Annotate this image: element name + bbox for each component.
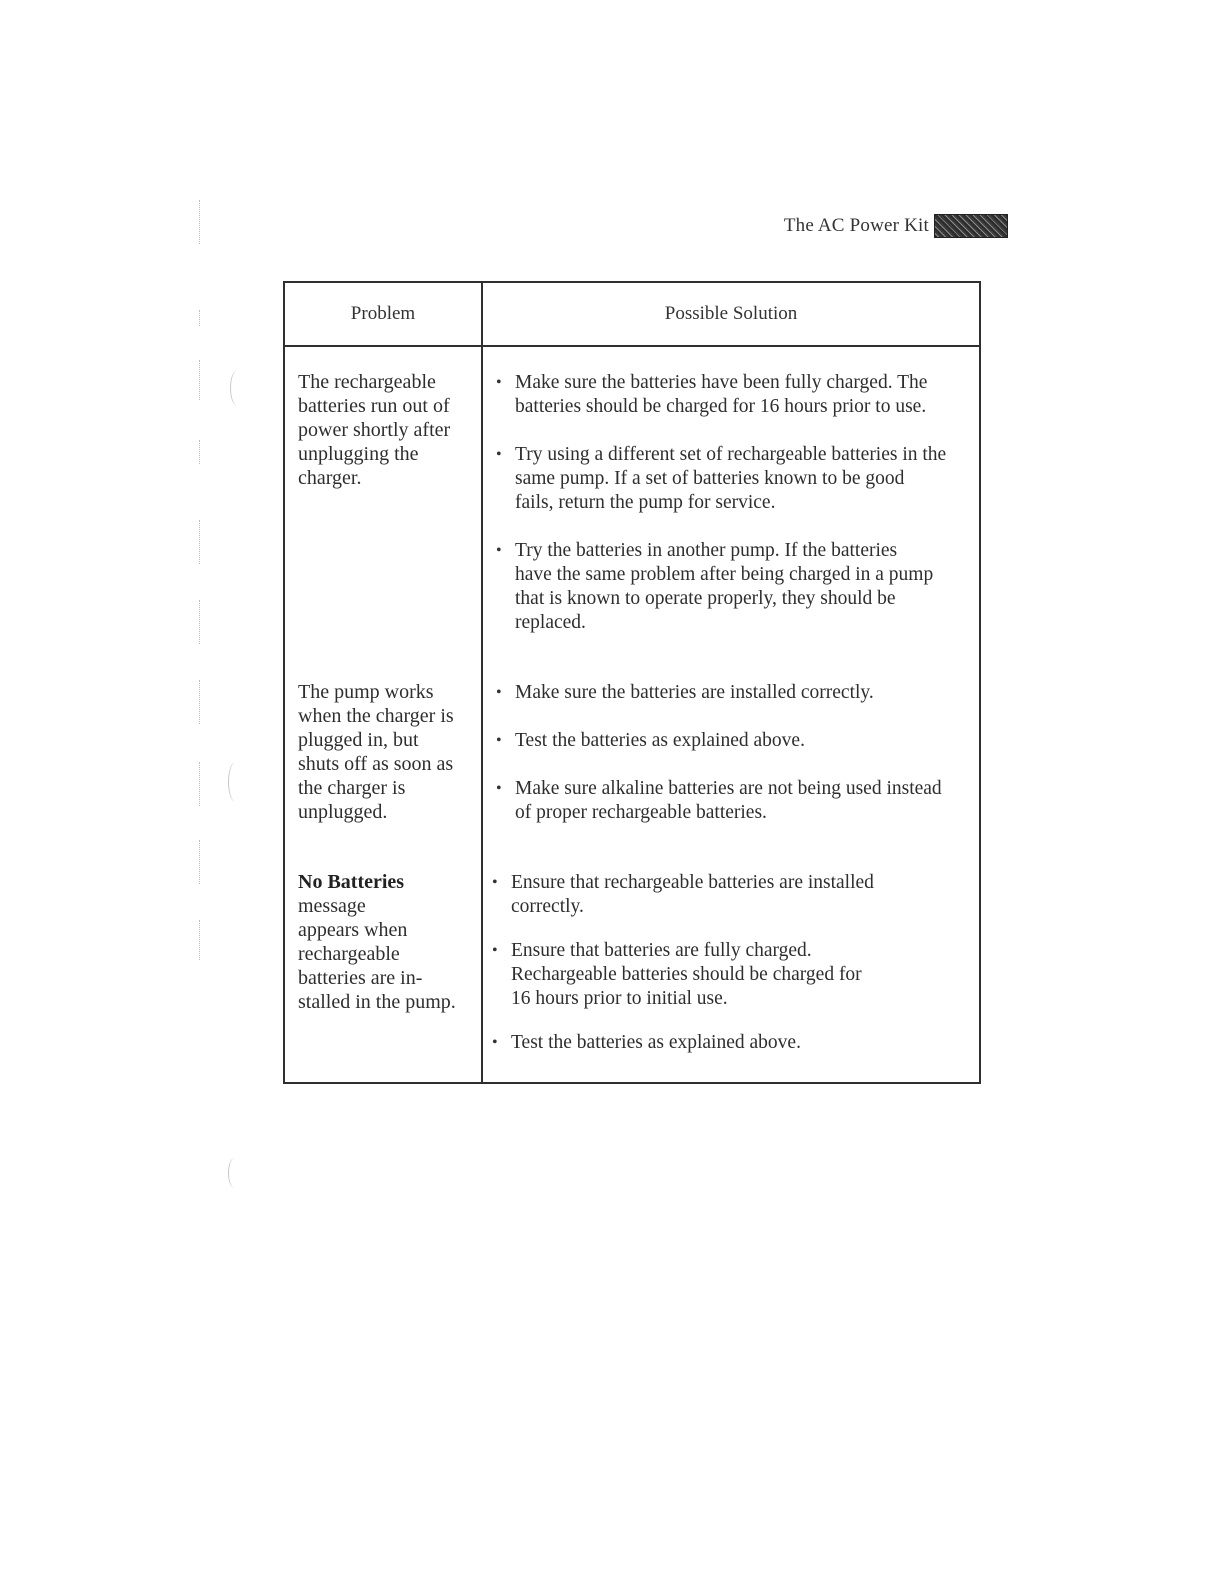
bullet-icon: • bbox=[496, 542, 502, 559]
problem-cell-2: The pump works when the charger is plugged in, but shuts off as soon as the charger is unplugged. bbox=[298, 681, 454, 823]
solution-item bbox=[495, 729, 975, 753]
scan-margin-marks bbox=[0, 0, 270, 1584]
solution-text: Make sure the batteries have been fully charged. The batteries should be charged for 16 hours prior to use. bbox=[515, 372, 928, 417]
solution-text: Test the batteries as explained above. bbox=[511, 1032, 801, 1053]
solution-text: Try the batteries in another pump. If the batteries have the same problem after being charged in a pump that is known to operate properly, they should be replaced. bbox=[515, 540, 934, 633]
column-header-problem: Problem bbox=[350, 303, 416, 324]
solution-item bbox=[495, 539, 975, 635]
bullet-icon: • bbox=[496, 684, 502, 701]
page-tab-marker bbox=[934, 214, 1008, 238]
solution-text: Make sure alkaline batteries are not being used instead of proper rechargeable batteries. bbox=[515, 778, 942, 823]
bullet-icon: • bbox=[492, 1034, 498, 1051]
solution-text: Try using a different set of rechargeable batteries in the same pump. If a set of batteries known to be good fails, return the pump for service. bbox=[515, 444, 947, 513]
solution-text: Test the batteries as explained above. bbox=[515, 730, 805, 751]
running-header bbox=[700, 212, 1008, 240]
solution-text: Make sure the batteries are installed correctly. bbox=[515, 682, 874, 703]
solution-item bbox=[495, 443, 975, 515]
problem-text: message appears when rechargeable batteries are in- stalled in the pump. bbox=[298, 895, 456, 1013]
solution-item bbox=[491, 1031, 971, 1055]
troubleshooting-table bbox=[283, 281, 981, 1084]
column-divider bbox=[481, 283, 483, 1082]
problem-lead: No Batteries bbox=[298, 871, 405, 893]
solution-item bbox=[491, 939, 971, 1011]
solution-item bbox=[495, 777, 975, 825]
solution-item bbox=[495, 371, 975, 419]
solution-text: Ensure that rechargeable batteries are installed correctly. bbox=[511, 872, 874, 917]
header-row-divider bbox=[285, 345, 979, 347]
solution-item bbox=[491, 871, 971, 919]
bullet-icon: • bbox=[496, 374, 502, 391]
bullet-icon: • bbox=[496, 780, 502, 797]
solution-list-1 bbox=[495, 371, 975, 635]
problem-cell-1: The rechargeable batteries run out of power shortly after unplugging the charger. bbox=[298, 371, 451, 489]
column-header-solution: Possible Solution bbox=[664, 303, 798, 324]
bullet-icon: • bbox=[492, 874, 498, 891]
problem-cell-3 bbox=[298, 870, 476, 1014]
bullet-icon: • bbox=[496, 446, 502, 463]
solution-list-3 bbox=[491, 871, 971, 1055]
bullet-icon: • bbox=[496, 732, 502, 749]
solution-list-2 bbox=[495, 681, 975, 825]
bullet-icon: • bbox=[492, 942, 498, 959]
solution-text: Ensure that batteries are fully charged. Rechargeable batteries should be charged for 16 hours prior to initial use. bbox=[511, 940, 862, 1009]
solution-item bbox=[495, 681, 975, 705]
running-header-title: The AC Power Kit bbox=[783, 215, 929, 236]
